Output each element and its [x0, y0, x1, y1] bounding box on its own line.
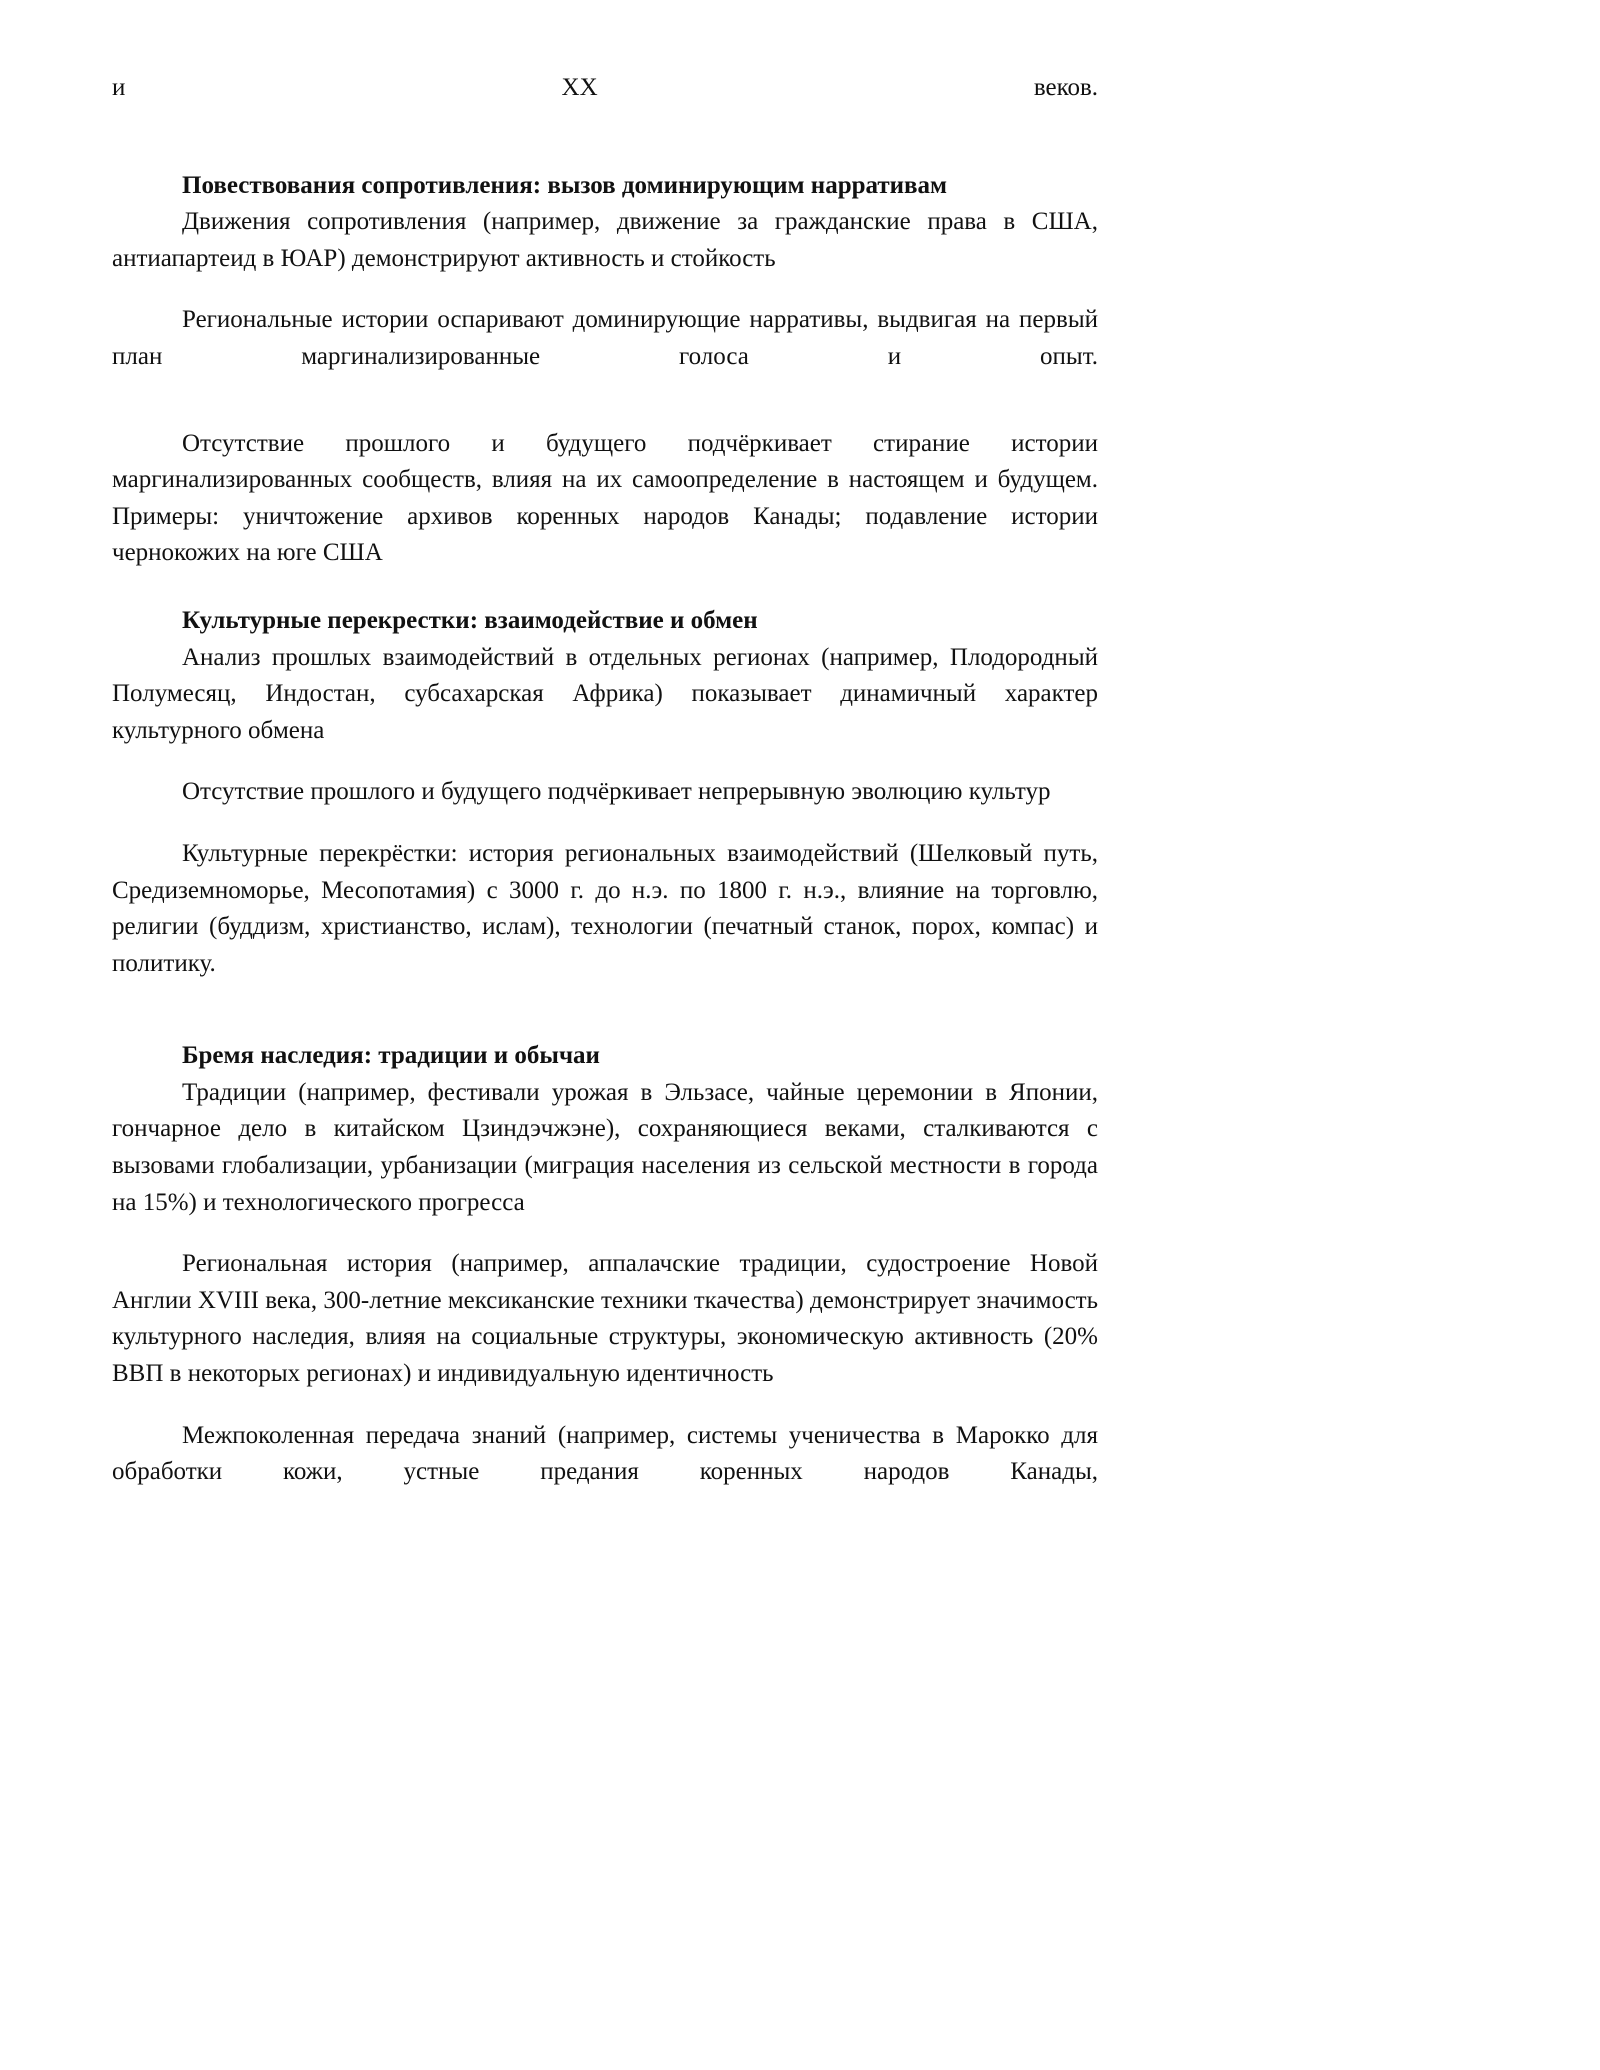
continuation-word-right: веков.: [1033, 74, 1098, 101]
paragraph: Традиции (например, фестивали урожая в Эльзасе, чайные церемонии в Японии, гончарное дело в китайском Цзиндэчжэне), сохраняющиеся веками, сталкиваются с вызовами глобализации, урбанизации (миграция населения из сельской местности в города на 15%) и технологического прогресса: [112, 1078, 1098, 1216]
continuation-word-left: и: [112, 74, 126, 101]
continuation-line: [112, 70, 1098, 107]
section-heading-crossroads: Культурные перекрестки: взаимодействие и обмен: [182, 606, 758, 634]
paragraph: Межпоколенная передача знаний (например, системы ученичества в Марокко для обработки кожи, устные предания коренных народов Канады,: [112, 1421, 1098, 1486]
paragraph: Отсутствие прошлого и будущего подчёркивает стирание истории маргинализированных сообществ, влияя на их самоопределение в настоящем и будущем. Примеры: уничтожение архивов коренных народов Канады; подавление истории чернокожих на юге США: [112, 429, 1098, 567]
section-heading-resistance: Повествования сопротивления: вызов доминирующим нарративам: [182, 171, 948, 199]
page-content: [112, 70, 1098, 1491]
section-heading-heritage: Бремя наследия: традиции и обычаи: [182, 1042, 600, 1070]
continuation-word-center: XX: [561, 74, 598, 101]
paragraph: Региональная история (например, аппалачские традиции, судостроение Новой Англии XVIII века, 300-летние мексиканские техники ткачества) демонстрирует значимость культурного наследия, влияя на социальные структуры, экономическую активность (20% ВВП в некоторых регионах) и индивидуальную идентичность: [112, 1250, 1098, 1388]
paragraph: Анализ прошлых взаимодействий в отдельных регионах (например, Плодородный Полумесяц, Индостан, субсахарская Африка) показывает динамичный характер культурного обмена: [112, 643, 1098, 744]
paragraph: Региональные истории оспаривают доминирующие нарративы, выдвигая на первый план маргинализированные голоса и опыт.: [112, 306, 1098, 370]
paragraph: Культурные перекрёстки: история региональных взаимодействий (Шелковый путь, Средиземноморье, Месопотамия) с 3000 г. до н.э. по 1800 г. н.э., влияние на торговлю, религии (буддизм, христианство, ислам), технологии (печатный станок, порох, компас) и политику.: [112, 839, 1098, 977]
paragraph: Движения сопротивления (например, движение за гражданские права в США, антиапартеид в ЮАР) демонстрируют активность и стойкость: [112, 208, 1098, 272]
paragraph: Отсутствие прошлого и будущего подчёркивает непрерывную эволюцию культур: [182, 778, 1051, 806]
